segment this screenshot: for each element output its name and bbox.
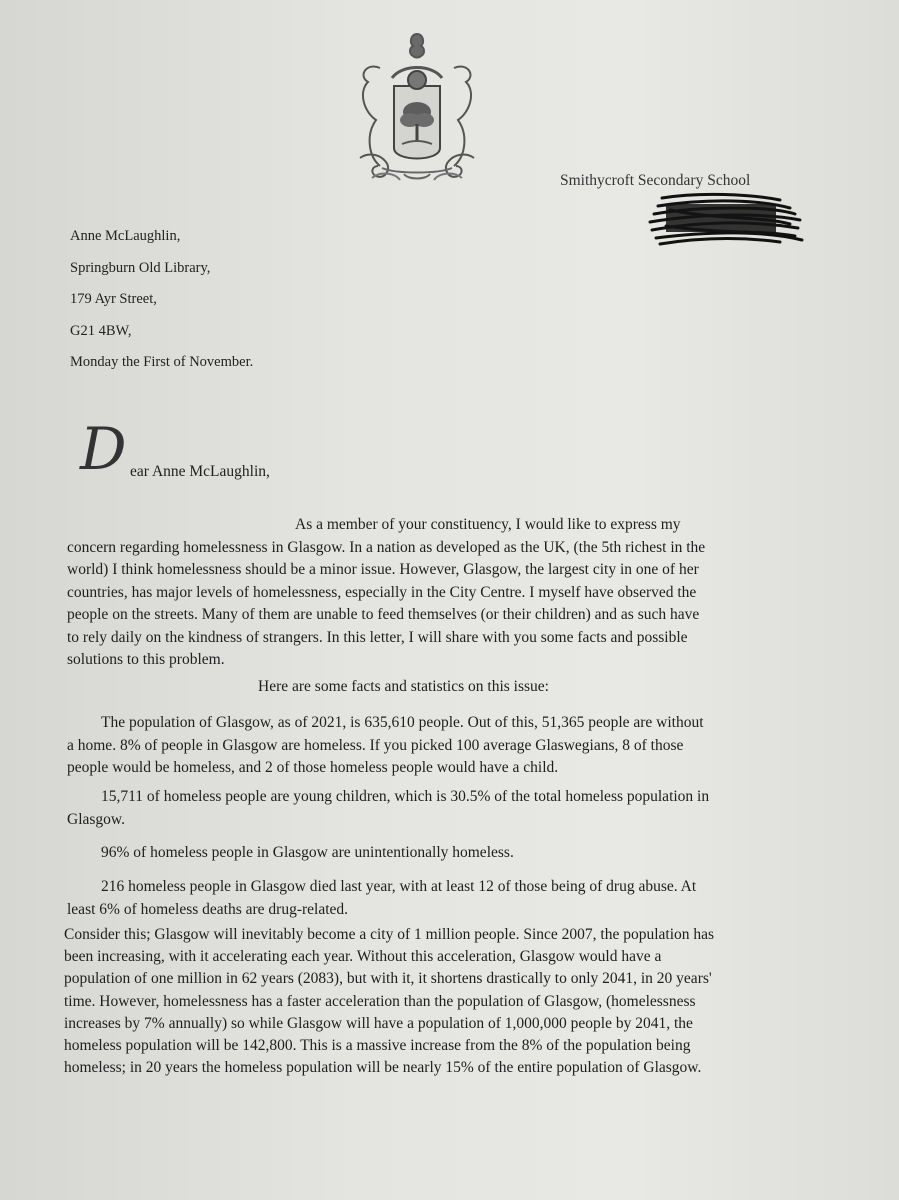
paragraph-line: homeless population will be 142,800. This is a massive increase from the 8% of the population being: [64, 1037, 691, 1055]
paragraph-line: countries, has major levels of homelessness, especially in the City Centre. I myself have observed the: [67, 583, 697, 601]
fact-paragraph: [67, 842, 767, 865]
paragraph-line: time. However, homelessness has a faster acceleration than the population of Glasgow, (homelessness: [64, 992, 696, 1010]
date-line: Monday the First of November.: [70, 354, 254, 370]
address-line: 179 Ayr Street,: [70, 291, 157, 307]
paragraph-line: population of one million in 62 years (2083), but with it, it shortens drastically to only 2041, in 20 years': [64, 970, 712, 988]
address-line: Anne McLaughlin,: [70, 228, 181, 244]
paragraph-line: solutions to this problem.: [67, 651, 225, 668]
school-name: Smithycroft Secondary School: [560, 172, 751, 189]
paragraph-line: world) I think homelessness should be a minor issue. However, Glasgow, the largest city in one of her: [67, 561, 699, 578]
paragraph-line: homeless; in 20 years the homeless population will be nearly 15% of the entire population of Glasgow.: [64, 1059, 702, 1077]
paragraph-line: least 6% of homeless deaths are drug-related.: [67, 900, 349, 918]
paragraph-line: to rely daily on the kindness of strangers. In this letter, I will share with you some facts and possible: [67, 628, 688, 646]
recipient-address: [70, 226, 253, 384]
conclusion-paragraph: [64, 924, 774, 1079]
salutation-text: ear Anne McLaughlin,: [130, 463, 270, 480]
paragraph-line: increases by 7% annually) so while Glasgow will have a population of 1,000,000 people by 2041, the: [64, 1014, 693, 1032]
intro-paragraph: [67, 514, 767, 672]
salutation-initial: D: [80, 415, 127, 483]
fact-paragraph: [67, 786, 767, 831]
paragraph-line: As a member of your constituency, I would like to express my: [295, 516, 681, 533]
address-line: G21 4BW,: [70, 322, 132, 339]
facts-heading: Here are some facts and statistics on this issue:: [258, 678, 549, 695]
paragraph-line: people on the streets. Many of them are unable to feed themselves (or their children) and as such have: [67, 606, 700, 623]
address-line: Springburn Old Library,: [70, 259, 211, 276]
paragraph-line: concern regarding homelessness in Glasgow. In a nation as developed as the UK, (the 5th richest in the: [67, 538, 706, 556]
paragraph-line: been increasing, with it accelerating each year. Without this acceleration, Glasgow would have a: [64, 948, 662, 966]
paragraph-line: 96% of homeless people in Glasgow are unintentionally homeless.: [101, 844, 514, 861]
redaction-scribble: [640, 190, 805, 250]
fact-paragraph: [67, 712, 767, 780]
coat-of-arms-crest: [352, 28, 482, 188]
paragraph-line: Consider this; Glasgow will inevitably become a city of 1 million people. Since 2007, the population has: [64, 926, 715, 943]
paragraph-line: people would be homeless, and 2 of those homeless people would have a child.: [67, 759, 559, 776]
paragraph-line: a home. 8% of people in Glasgow are homeless. If you picked 100 average Glaswegians, 8 of those: [67, 736, 684, 754]
paragraph-line: 15,711 of homeless people are young children, which is 30.5% of the total homeless population in: [101, 788, 710, 805]
paragraph-line: The population of Glasgow, as of 2021, is 635,610 people. Out of this, 51,365 people are without: [101, 714, 704, 731]
paragraph-line: Glasgow.: [67, 810, 125, 828]
paragraph-line: 216 homeless people in Glasgow died last year, with at least 12 of those being of drug abuse. At: [101, 878, 697, 895]
fact-paragraph: [67, 876, 767, 921]
